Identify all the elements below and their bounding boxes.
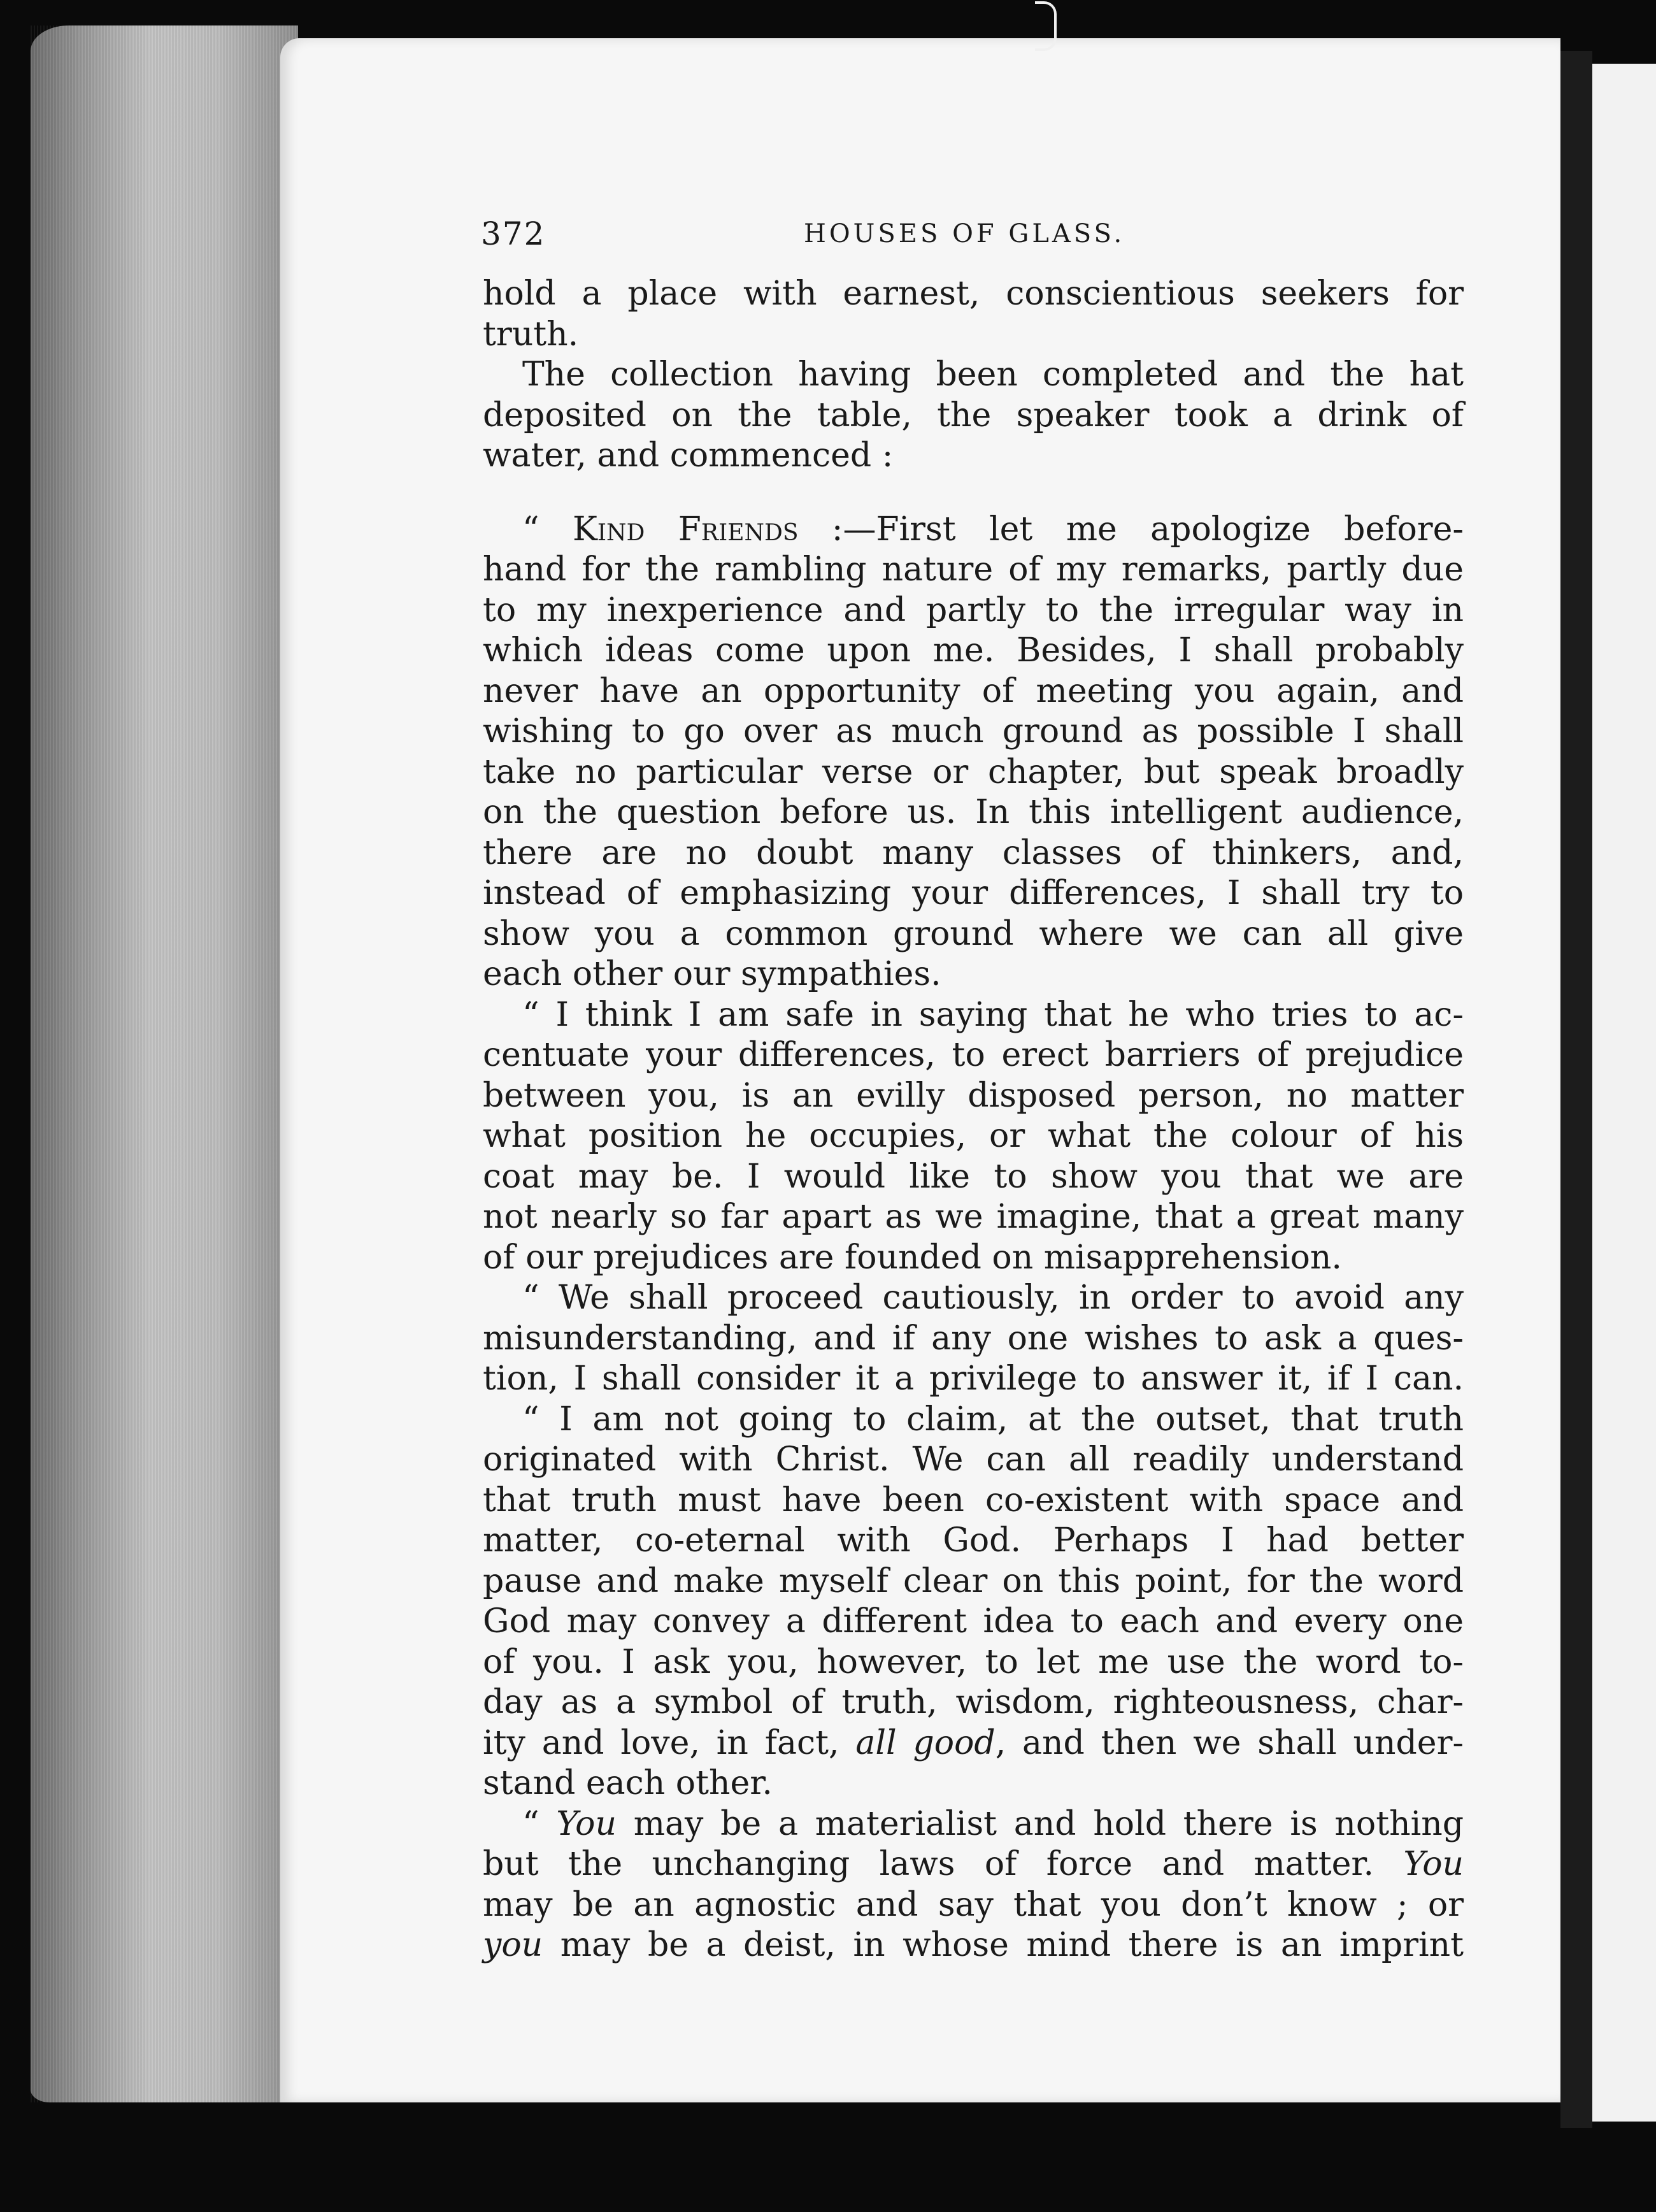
text-line: show you a common ground where we can all give: [483, 914, 1464, 953]
text-line: water, and commenced :: [483, 436, 894, 475]
text-line: what position he occupies, or what the colour of his: [483, 1117, 1464, 1155]
gutter-shadow: [1560, 51, 1592, 2128]
text-line: on the question before us. In this intelligent audience,: [483, 793, 1464, 831]
text-line: pause and make myself clear on this point, for the word: [483, 1562, 1464, 1600]
text-line: may be an agnostic and say that you don’t know ; or: [483, 1885, 1464, 1924]
text-line: “ You may be a materialist and hold there is nothing: [522, 1804, 1464, 1843]
book-fore-edge: [31, 25, 298, 2102]
text-line: not nearly so far apart as we imagine, that a great many: [483, 1198, 1464, 1236]
emphasis-you: You: [556, 1804, 617, 1843]
facing-page-edge: [1592, 64, 1656, 2122]
text-line: never have an opportunity of meeting you again, and: [483, 672, 1464, 710]
body-text: [483, 274, 1464, 1966]
text-line: take no particular verse or chapter, but speak broadly: [483, 752, 1464, 791]
text-line: hold a place with earnest, conscientious seekers for: [483, 275, 1464, 313]
page-number: 372: [481, 215, 546, 252]
text-line: “ I think I am safe in saying that he who tries to ac-: [522, 995, 1464, 1034]
emphasis-you: you: [483, 1926, 543, 1964]
salutation-small-caps: Kind Friends: [572, 510, 799, 549]
text-line: of our prejudices are founded on misapprehension.: [483, 1238, 1342, 1277]
text-line: God may convey a different idea to each and every one: [483, 1602, 1464, 1641]
paragraph-gap: [483, 477, 1464, 510]
text-line: ity and love, in fact, all good, and then we shall under-: [483, 1723, 1464, 1762]
text-line: to my inexperience and partly to the irregular way in: [483, 591, 1464, 629]
text-line: that truth must have been co-existent with space and: [483, 1481, 1464, 1519]
text-line: between you, is an evilly disposed person, no matter: [483, 1076, 1464, 1115]
text-line: each other our sympathies.: [483, 955, 941, 993]
emphasis-you: You: [1403, 1845, 1464, 1883]
text-line: “ We shall proceed cautiously, in order to avoid any: [522, 1279, 1464, 1317]
text-line: there are no doubt many classes of thinkers, and,: [483, 833, 1464, 872]
running-head: [481, 215, 1468, 254]
text-line: instead of emphasizing your differences, I shall try to: [483, 874, 1464, 912]
text-line: matter, co-eternal with God. Perhaps I had better: [483, 1521, 1464, 1560]
text-line: “ Kind Friends :—First let me apologize before-: [522, 510, 1464, 549]
text-line: The collection having been completed and the hat: [522, 356, 1464, 394]
text-line: stand each other.: [483, 1764, 773, 1802]
running-title: HOUSES OF GLASS.: [804, 219, 1125, 248]
text-line: wishing to go over as much ground as possible I shall: [483, 712, 1464, 750]
text-line: of you. I ask you, however, to let me use the word to-: [483, 1642, 1464, 1681]
emphasis-all-good: all good: [855, 1723, 996, 1762]
text-line: deposited on the table, the speaker took a drink of: [483, 396, 1464, 434]
text-line: truth.: [483, 315, 579, 354]
text-line: but the unchanging laws of force and matter. You: [483, 1845, 1464, 1883]
text-line: hand for the rambling nature of my remarks, partly due: [483, 550, 1464, 589]
text-line: centuate your differences, to erect barriers of prejudice: [483, 1036, 1464, 1074]
text-line: you may be a deist, in whose mind there is an imprint: [483, 1926, 1464, 1964]
text-line: coat may be. I would like to show you that we are: [483, 1157, 1464, 1196]
text-line: tion, I shall consider it a privilege to answer it, if I can.: [483, 1360, 1464, 1398]
text-line: which ideas come upon me. Besides, I shall probably: [483, 631, 1464, 670]
text-line: “ I am not going to claim, at the outset, that truth: [522, 1400, 1464, 1439]
text-line: day as a symbol of truth, wisdom, righteousness, char-: [483, 1683, 1464, 1721]
text-line: originated with Christ. We can all readily understand: [483, 1440, 1464, 1479]
scan-mark: [1035, 1, 1057, 51]
text-line: misunderstanding, and if any one wishes to ask a ques-: [483, 1319, 1464, 1358]
